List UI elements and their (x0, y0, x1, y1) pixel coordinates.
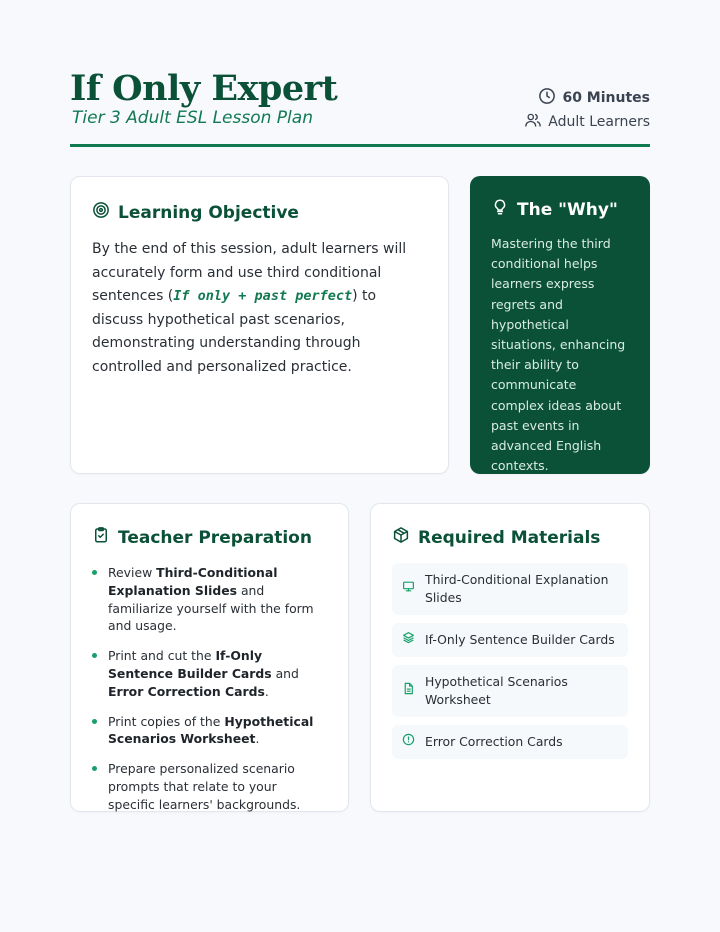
item-text: Print and cut the (108, 648, 216, 664)
duration-row (524, 86, 650, 110)
alert-circle-icon (402, 733, 425, 751)
audience-row (524, 110, 650, 134)
objective-text-after: ) to discuss hypothetical past scenarios, demonstrating understanding through controlled and personalized practice. (92, 288, 377, 375)
clipboard-check-icon (92, 526, 118, 549)
required-materials-card (370, 503, 650, 812)
lightbulb-icon (491, 198, 517, 221)
item-bold: Hypothetical Scenarios Worksheet (108, 713, 314, 747)
teacher-preparation-card (70, 503, 349, 812)
package-icon (392, 526, 418, 549)
audience-text: Adult Learners (548, 114, 650, 130)
material-label: Error Correction Cards (425, 734, 563, 749)
material-label: Third-Conditional Explanation Slides (425, 572, 609, 605)
item-bold: If-Only Sentence Builder Cards (108, 648, 272, 681)
duration-text: 60 Minutes (562, 90, 650, 106)
item-text: Review (108, 565, 157, 580)
item-text: . (264, 683, 269, 699)
list-item (92, 647, 327, 700)
preparation-list (92, 564, 327, 814)
users-icon (524, 111, 548, 133)
why-text: Mastering the third conditional helps learners express regrets and hypothetical situations, enhancing their ability to communicate complex ideas about past events in advanced English contexts. (491, 236, 626, 474)
document-icon (402, 682, 425, 700)
presentation-icon (402, 580, 425, 598)
list-item (92, 564, 327, 635)
item-text: . (255, 731, 260, 747)
learning-objective-title: Learning Objective (118, 202, 299, 223)
header-divider (70, 144, 650, 147)
list-item (92, 713, 327, 749)
page-subtitle: Tier 3 Adult ESL Lesson Plan (72, 108, 313, 128)
learning-objective-text (92, 238, 427, 379)
item-text: and familiarize yourself with the form and usage. (108, 582, 314, 634)
list-item (392, 563, 628, 615)
page-title: If Only Expert (70, 68, 338, 109)
list-item (92, 760, 327, 813)
objective-formula: If only + past perfect (173, 288, 353, 304)
header (70, 68, 650, 148)
item-text: Print copies of the (108, 713, 225, 729)
required-materials-title: Required Materials (418, 527, 601, 548)
objective-text-before: By the end of this session, adult learners will accurately form and use third conditional sentences ( (92, 241, 407, 304)
required-materials-heading (392, 526, 628, 549)
why-card (470, 176, 650, 474)
material-label: Hypothetical Scenarios Worksheet (425, 674, 568, 707)
item-bold: Third-Conditional Explanation Slides (108, 565, 278, 598)
teacher-preparation-title: Teacher Preparation (118, 527, 312, 548)
list-item (392, 623, 628, 657)
list-item (392, 665, 628, 717)
learning-objective-card (70, 176, 449, 474)
materials-list (392, 563, 628, 759)
layers-icon (402, 631, 425, 649)
why-heading (491, 198, 629, 221)
item-bold: Error Correction Cards (108, 683, 265, 699)
lesson-meta (524, 86, 650, 134)
material-label: If-Only Sentence Builder Cards (425, 632, 615, 647)
clock-icon (538, 87, 562, 109)
list-item (392, 725, 628, 759)
target-icon (92, 201, 118, 224)
learning-objective-heading (92, 201, 427, 224)
item-text: and (271, 665, 299, 681)
why-title: The "Why" (517, 199, 618, 220)
teacher-preparation-heading (92, 526, 327, 549)
item-text: Prepare personalized scenario prompts that relate to your specific learners' backgrounds. (108, 761, 301, 812)
